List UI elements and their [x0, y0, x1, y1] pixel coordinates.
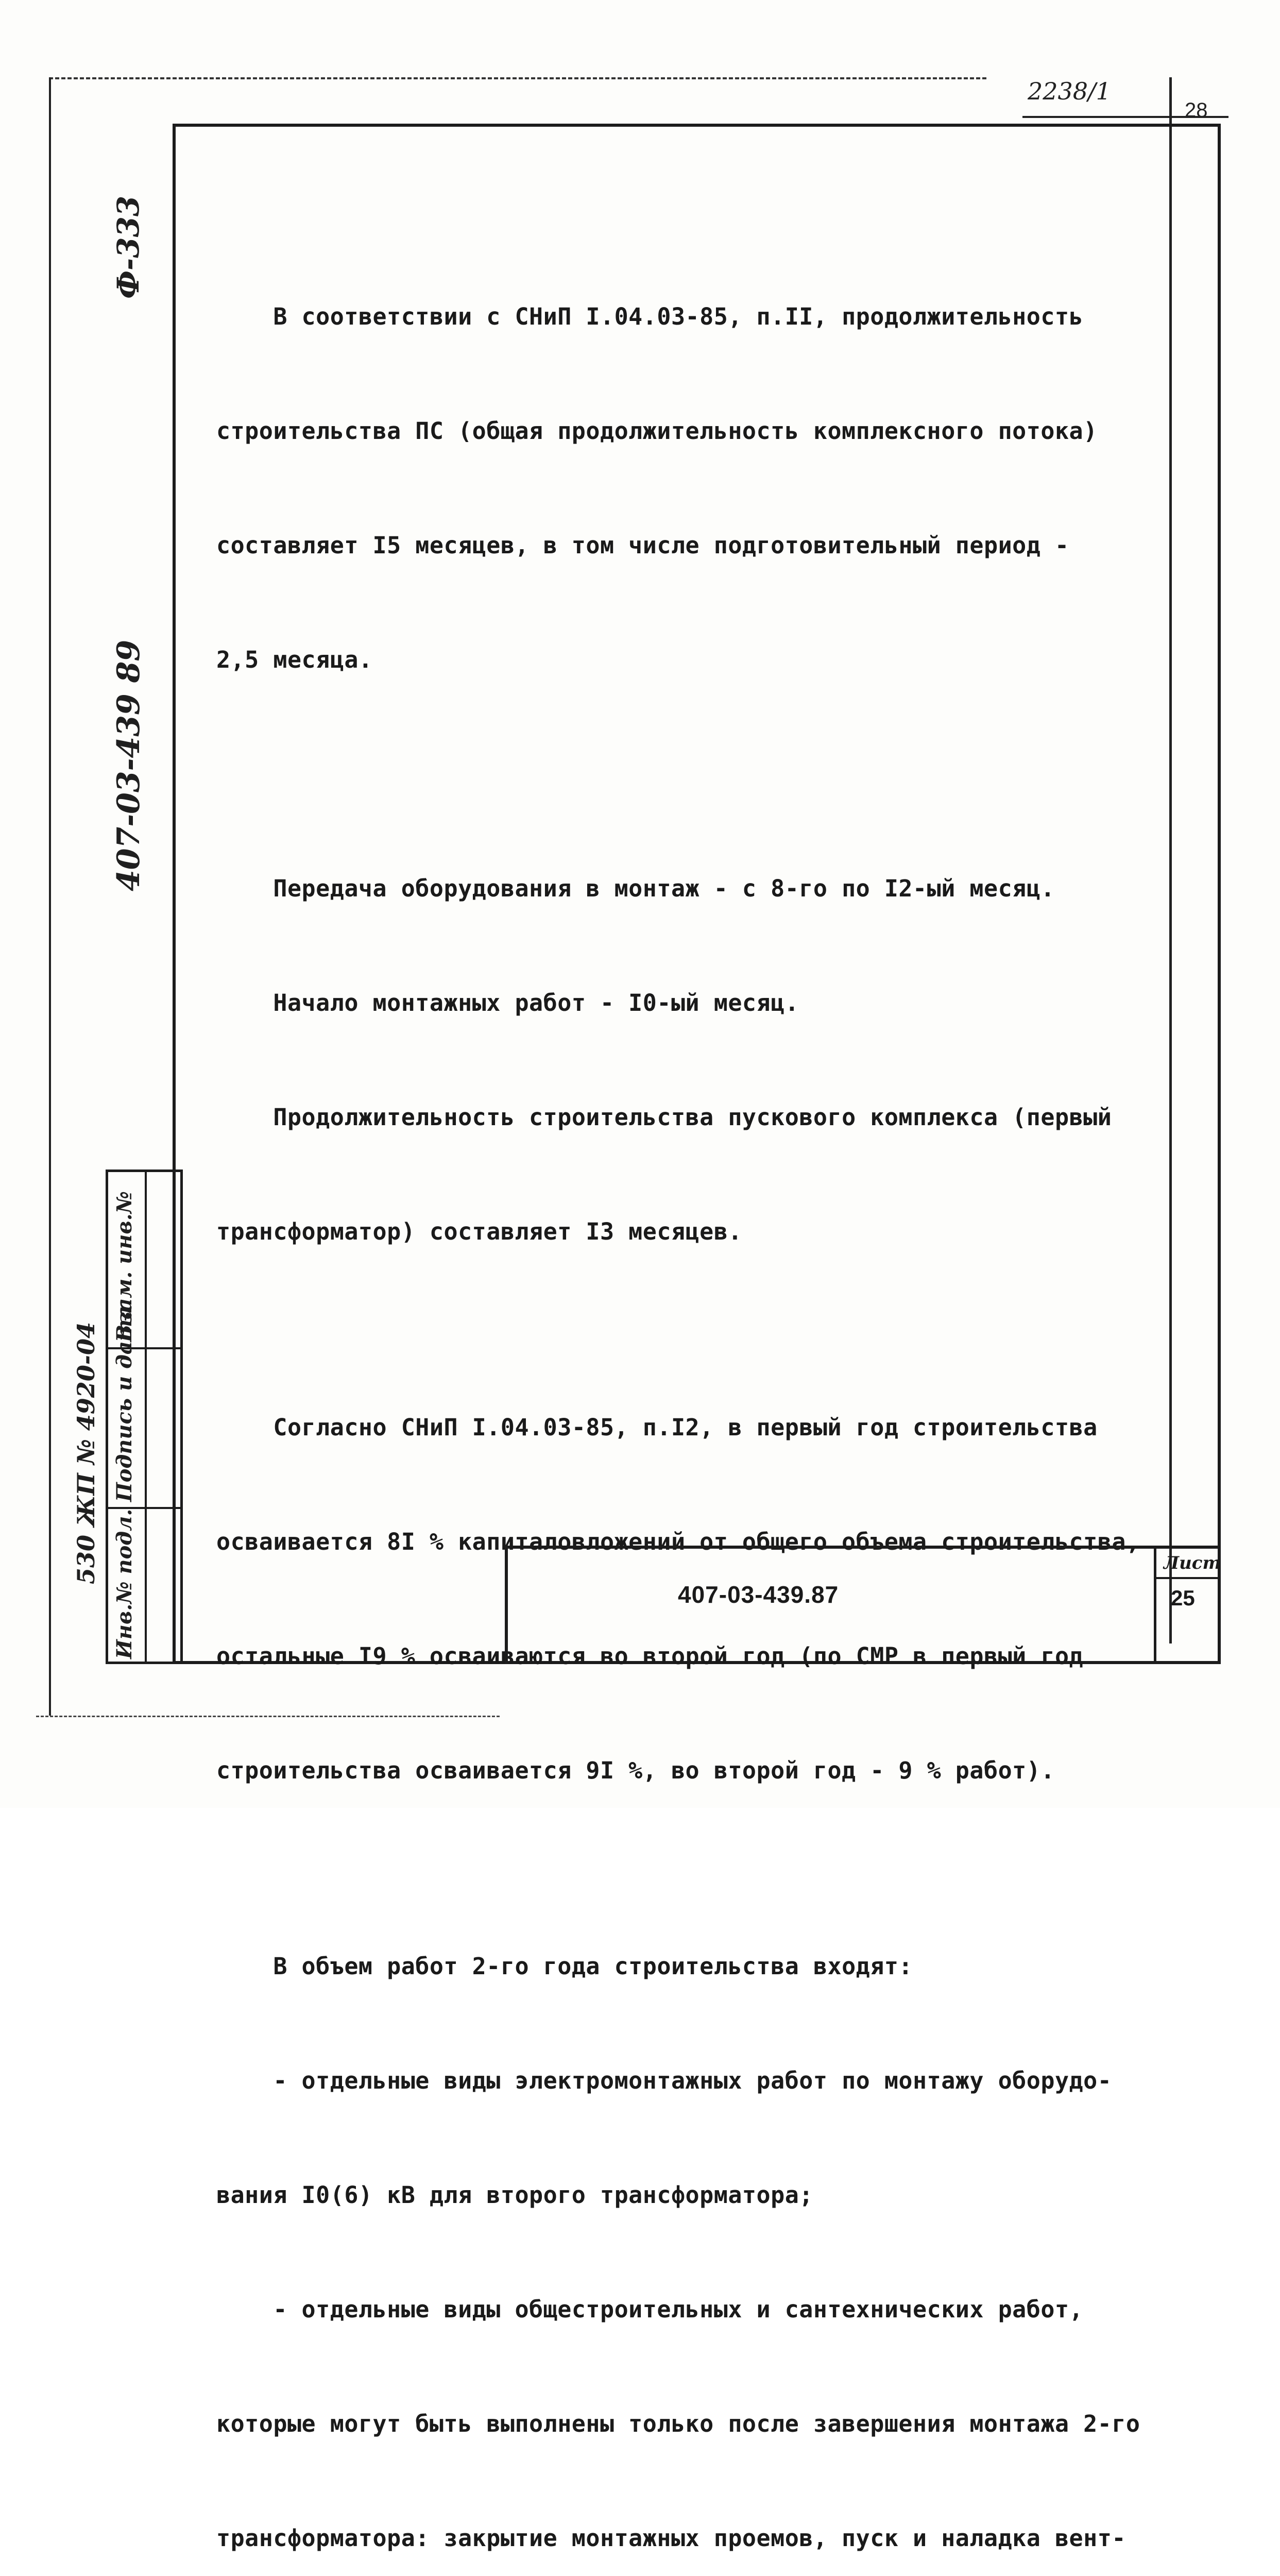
scan-edge-top: [49, 77, 986, 79]
text-line: вания I0(6) кВ для второго трансформатора;: [216, 2181, 813, 2209]
text-line: Продолжительность строительства пускового комплекса (первый: [216, 1104, 1112, 1131]
text-line: трансформатора: закрытие монтажных проемов, пуск и наладка вент-: [216, 2524, 1126, 2552]
text-line: осваивается 8I % капиталовложений от общего объема строительства,: [216, 1528, 1140, 1555]
margin-doc-code: 407-03-439 89: [111, 639, 147, 891]
text-line: строительства ПС (общая продолжительность комплексного потока): [216, 417, 1098, 445]
text-line: строительства осваивается 9I %, во второй год - 9 % работ).: [216, 1757, 1055, 1784]
text-line: - отдельные виды электромонтажных работ по монтажу оборудо-: [216, 2067, 1112, 2094]
handwritten-code: 2238/1: [1028, 77, 1111, 105]
stamp-cell-signature: Подпись и дата: [112, 1306, 136, 1502]
scan-edge-left: [49, 77, 51, 1716]
text-line: Начало монтажных работ - I0-ый месяц.: [216, 989, 799, 1016]
text-line: В объем работ 2-го года строительства входят:: [216, 1953, 913, 1980]
stamp-cell-inventory: Инв.№ подл.: [112, 1509, 136, 1659]
text-line: составляет I5 месяцев, в том числе подготовительный период -: [216, 532, 1069, 559]
text-line: трансформатор) составляет I3 месяцев.: [216, 1218, 742, 1245]
approval-stamp: [106, 1170, 183, 1664]
sheet-cell: [1154, 1549, 1221, 1664]
text-line: Согласно СНиП I.04.03-85, п.I2, в первый год строительства: [216, 1414, 1098, 1441]
document-number: 407-03-439.87: [678, 1581, 839, 1608]
text-line: которые могут быть выполнены только после завершения монтажа 2-го: [216, 2410, 1140, 2437]
paragraph-duration: [216, 222, 1185, 755]
stamp-cell-replacement: Взам. инв.№: [112, 1191, 136, 1342]
sheet-number: 25: [1171, 1586, 1195, 1610]
text-line: остальные I9 % осваиваются во второй год (по СМР в первый год: [216, 1642, 1084, 1670]
sheet-label: Лист: [1164, 1553, 1221, 1573]
paragraph-second-year: [216, 1871, 1185, 2576]
paragraph-equipment: [216, 793, 1185, 1327]
inventory-note: 530 ЖП № 4920-04: [72, 1321, 100, 1584]
sheet-separator: [1156, 1577, 1221, 1579]
text-line: - отдельные виды общестроительных и сантехнических работ,: [216, 2296, 1084, 2323]
top-sheet-number: 28: [1185, 99, 1208, 122]
text-line: В соответствии с СНиП I.04.03-85, п.II, продолжительность: [216, 303, 1084, 330]
text-line: 2,5 месяца.: [216, 646, 373, 673]
title-block: [505, 1546, 1221, 1664]
text-line: Передача оборудования в монтаж - с 8-го по I2-ый месяц.: [216, 875, 1055, 902]
document-body: [216, 222, 1185, 2576]
form-mark: Ф-333: [111, 195, 146, 299]
